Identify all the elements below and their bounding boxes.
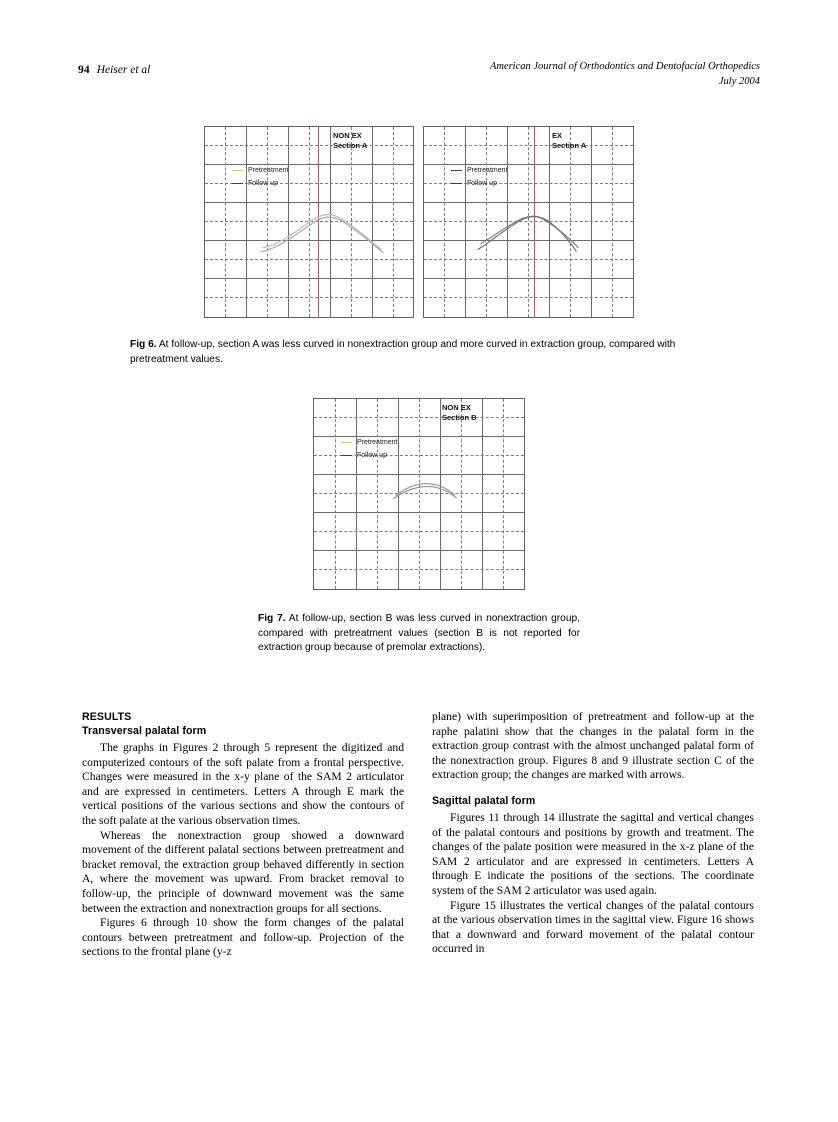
heading-transversal-palatal-form: Transversal palatal form bbox=[82, 725, 207, 737]
legend-label: Pretreatment bbox=[467, 167, 508, 174]
legend-label: Pretreatment bbox=[248, 167, 289, 174]
legend-label: Follow up bbox=[357, 452, 387, 459]
chart-title-line1: NON EX bbox=[442, 403, 471, 412]
running-head-authors: Heiser et al bbox=[96, 64, 151, 76]
page-number: 94 bbox=[78, 64, 90, 76]
chart-title-line2: Section B bbox=[442, 412, 477, 422]
figure-7-caption bbox=[258, 612, 580, 656]
legend-line-icon bbox=[232, 183, 243, 184]
paragraph: Figures 11 through 14 illustrate the sagittal and vertical changes of the palatal contours and positions by growth and treatment. The changes of the palate position were measured in the x-z plane of the SAM 2 articulator and are expressed in centimeters. Letters A through E indicate the positions of the sections. The coordinate system of the SAM 2 articulator was used again. bbox=[432, 810, 754, 897]
legend-line-icon bbox=[341, 442, 352, 443]
legend-line-icon bbox=[451, 183, 462, 184]
paragraph: Figure 15 illustrates the vertical changes of the palatal contours at the various observation times in the sagittal view. Figure 16 shows that a downward and forward movement of the palatal contour occurred in bbox=[432, 898, 754, 956]
legend-item-pretreatment bbox=[341, 436, 397, 449]
figure-6-caption-label: Fig 6. bbox=[130, 339, 157, 350]
paragraph: Figures 6 through 10 show the form changes of the palatal contours between pretreatment and follow-up. Projection of the sections to the frontal plane (y-z bbox=[82, 916, 404, 959]
legend-fig7-nonex bbox=[341, 436, 397, 462]
running-head bbox=[78, 60, 760, 100]
grid-lines bbox=[314, 399, 524, 589]
chart-fig7-nonex bbox=[313, 398, 525, 590]
legend-label: Follow up bbox=[467, 180, 497, 187]
grid-lines bbox=[424, 127, 633, 317]
journal-title: American Journal of Orthodontics and Dentofacial Orthopedics bbox=[489, 61, 760, 72]
paragraph-continued: plane) with superimposition of pretreatment and follow-up at the raphe palatini show that the changes in the palatal form in the extraction group contrast with the almost unchanged palatal form of the nonextraction group. Figures 8 and 9 illustrate section C of the extraction group; the changes are marked with arrows. bbox=[432, 710, 754, 782]
heading-sagittal-palatal-form: Sagittal palatal form bbox=[432, 794, 536, 807]
chart-fig6-nonex bbox=[204, 126, 414, 318]
body-column-right bbox=[432, 710, 754, 957]
legend-label: Pretreatment bbox=[357, 439, 398, 446]
chart-title-fig6-nonex bbox=[333, 131, 367, 150]
legend-line-icon bbox=[232, 170, 243, 171]
running-head-right bbox=[490, 60, 760, 89]
heading-results: RESULTS bbox=[82, 711, 132, 723]
legend-label: Follow up bbox=[248, 180, 278, 187]
grid-lines bbox=[205, 127, 413, 317]
figure-7-caption-text: At follow-up, section B was less curved in nonextraction group, compared with pretreatment values (section B is not reported for extraction group because of premolar extractions). bbox=[258, 613, 580, 653]
figure-6-caption bbox=[130, 338, 708, 367]
chart-title-line1: EX bbox=[552, 131, 563, 140]
legend-fig6-ex bbox=[451, 164, 507, 190]
issue-date: July 2004 bbox=[718, 75, 760, 87]
body-column-left bbox=[82, 710, 404, 960]
chart-title-line2: Section A bbox=[333, 140, 368, 150]
paragraph: The graphs in Figures 2 through 5 represent the digitized and computerized contours of the soft palate from a frontal perspective. Changes were measured in the x-y plane of the SAM 2 articulator and are expressed in centimeters. Letters A through E mark the vertical positions of the various sections and show the contours of the soft palate at the various observation times. bbox=[82, 741, 404, 827]
legend-item-pretreatment bbox=[232, 164, 288, 177]
legend-line-icon bbox=[341, 455, 352, 456]
figure-6-caption-text: At follow-up, section A was less curved in nonextraction group and more curved in extraction group, compared with pretreatment values. bbox=[130, 339, 676, 365]
legend-item-followup bbox=[341, 449, 397, 462]
chart-title-fig7-nonex bbox=[442, 403, 477, 422]
midline-marker bbox=[318, 127, 319, 317]
paragraph: Whereas the nonextraction group showed a downward movement of the different palatal sections between pretreatment and bracket removal, the extraction group behaved differently in section A, where the movement was upward. From bracket removal to follow-up, the principle of downward movement was the same between the extraction and nonextraction groups for all sections. bbox=[82, 828, 404, 915]
figure-7-caption-label: Fig 7. bbox=[258, 613, 286, 624]
legend-item-followup bbox=[232, 177, 288, 190]
chart-title-fig6-ex bbox=[552, 131, 586, 150]
running-head-left bbox=[78, 60, 150, 78]
chart-title-line2: Section A bbox=[552, 140, 587, 150]
legend-item-followup bbox=[451, 177, 507, 190]
legend-item-pretreatment bbox=[451, 164, 507, 177]
chart-fig6-ex bbox=[423, 126, 634, 318]
legend-line-icon bbox=[451, 170, 462, 171]
chart-title-line1: NON EX bbox=[333, 131, 362, 140]
midline-marker bbox=[534, 127, 535, 317]
legend-fig6-nonex bbox=[232, 164, 288, 190]
